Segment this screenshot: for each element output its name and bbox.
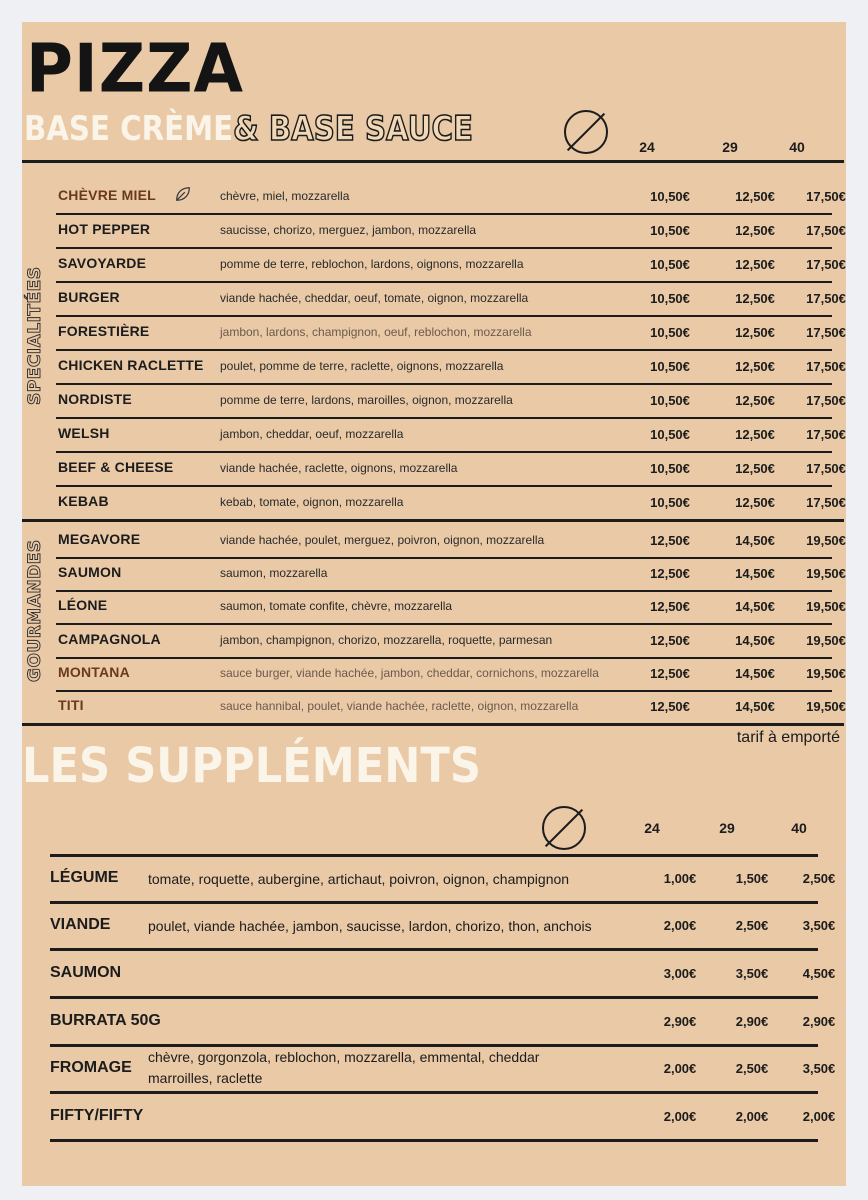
supplement-price-size-29: 2,50€ [735, 1061, 769, 1076]
price-size-40: 17,50€ [806, 393, 846, 408]
supplement-row [22, 998, 846, 1044]
pizza-name: CHÈVRE MIEL [58, 187, 156, 203]
supplement-price-size-24: 3,00€ [663, 966, 697, 981]
price-size-24: 10,50€ [650, 189, 690, 204]
pizza-name: SAVOYARDE [58, 255, 147, 271]
supplement-name: SAUMON [50, 964, 122, 981]
supplement-price-size-40: 2,00€ [802, 1109, 836, 1124]
pizza-name: NORDISTE [58, 391, 132, 407]
pizza-name: WELSH [58, 425, 110, 441]
price-size-40: 17,50€ [806, 325, 846, 340]
supplement-price-size-24: 2,00€ [663, 918, 697, 933]
pizza-row [22, 657, 846, 691]
supp-size-header-29: 29 [719, 820, 735, 836]
price-size-29: 12,50€ [735, 223, 775, 238]
price-size-24: 10,50€ [650, 325, 690, 340]
pizza-row [22, 590, 846, 624]
pizza-row [22, 180, 846, 214]
diameter-icon [542, 806, 586, 850]
price-size-24: 10,50€ [650, 223, 690, 238]
pizza-row [22, 524, 846, 558]
supplement-name: FROMAGE [50, 1059, 132, 1076]
pizza-row [22, 316, 846, 350]
pizza-name: KEBAB [58, 493, 109, 509]
price-size-24: 12,50€ [650, 599, 690, 614]
tarif-note: tarif à emporté [736, 729, 840, 746]
pizza-row [22, 350, 846, 384]
pizza-row [22, 690, 846, 724]
supp-size-header-24: 24 [644, 820, 660, 836]
supplements-title: LES SUPPLÉMENTS [22, 738, 481, 794]
price-size-24: 10,50€ [650, 495, 690, 510]
pizza-name: FORESTIÈRE [58, 323, 150, 339]
leaf-icon [174, 185, 192, 203]
pizza-name: BURGER [58, 289, 120, 305]
supp-size-header-40: 40 [791, 820, 807, 836]
pizza-ingredients: pomme de terre, lardons, maroilles, oignon, mozzarella [220, 393, 513, 407]
price-size-24: 12,50€ [650, 666, 690, 681]
pizza-ingredients: viande hachée, poulet, merguez, poivron, oignon, mozzarella [220, 533, 545, 547]
size-header-29: 29 [722, 139, 738, 155]
pizza-row [22, 214, 846, 248]
price-size-24: 10,50€ [650, 257, 690, 272]
price-size-24: 10,50€ [650, 427, 690, 442]
price-size-24: 12,50€ [650, 566, 690, 581]
pizza-ingredients: pomme de terre, reblochon, lardons, oignons, mozzarella [220, 257, 524, 271]
header-rule [22, 160, 844, 163]
supplement-row [22, 950, 846, 996]
supplement-description [148, 1047, 539, 1089]
supplement-price-size-29: 3,50€ [735, 966, 769, 981]
supplement-row [22, 1093, 846, 1139]
pizza-ingredients: saumon, tomate confite, chèvre, mozzarella [220, 599, 453, 613]
price-size-24: 10,50€ [650, 359, 690, 374]
price-size-40: 19,50€ [806, 666, 846, 681]
pizza-row [22, 557, 846, 591]
supplement-name: VIANDE [50, 916, 111, 933]
pizza-name: TITI [58, 697, 84, 713]
supplement-price-size-24: 1,00€ [663, 871, 697, 886]
price-size-40: 17,50€ [806, 257, 846, 272]
price-size-24: 10,50€ [650, 393, 690, 408]
price-size-24: 10,50€ [650, 291, 690, 306]
price-size-29: 14,50€ [735, 533, 775, 548]
supplement-name: FIFTY/FIFTY [50, 1107, 144, 1124]
price-size-24: 12,50€ [650, 533, 690, 548]
price-size-29: 12,50€ [735, 257, 775, 272]
pizza-ingredients: viande hachée, cheddar, oeuf, tomate, oignon, mozzarella [220, 291, 529, 305]
diameter-icon [564, 110, 608, 154]
supplement-description [148, 916, 592, 937]
section-divider [22, 723, 844, 726]
pizza-name: MONTANA [58, 664, 130, 680]
price-size-40: 17,50€ [806, 359, 846, 374]
price-size-29: 14,50€ [735, 599, 775, 614]
supplement-price-size-29: 2,50€ [735, 918, 769, 933]
price-size-29: 14,50€ [735, 566, 775, 581]
price-size-29: 12,50€ [735, 359, 775, 374]
supplement-name: BURRATA 50G [50, 1012, 161, 1029]
supplement-description-line: poulet, viande hachée, jambon, saucisse, lardon, chorizo, thon, anchois [148, 918, 592, 934]
price-size-40: 17,50€ [806, 495, 846, 510]
price-size-24: 12,50€ [650, 633, 690, 648]
price-size-40: 19,50€ [806, 633, 846, 648]
price-size-40: 19,50€ [806, 566, 846, 581]
price-size-29: 12,50€ [735, 427, 775, 442]
pizza-ingredients: jambon, cheddar, oeuf, mozzarella [220, 427, 404, 441]
price-size-29: 14,50€ [735, 633, 775, 648]
price-size-29: 14,50€ [735, 666, 775, 681]
pizza-ingredients: jambon, champignon, chorizo, mozzarella, roquette, parmesan [220, 633, 553, 647]
pizza-row [22, 486, 846, 520]
price-size-40: 17,50€ [806, 189, 846, 204]
price-size-40: 19,50€ [806, 599, 846, 614]
supplement-name: LÉGUME [50, 869, 119, 886]
pizza-name: BEEF & CHEESE [58, 459, 174, 475]
supplement-price-size-29: 1,50€ [735, 871, 769, 886]
price-size-40: 17,50€ [806, 223, 846, 238]
supplement-price-size-40: 3,50€ [802, 1061, 836, 1076]
pizza-ingredients: sauce hannibal, poulet, viande hachée, raclette, oignon, mozzarella [220, 699, 579, 713]
price-size-40: 19,50€ [806, 699, 846, 714]
supplement-price-size-29: 2,90€ [735, 1014, 769, 1029]
supplement-divider [50, 1139, 818, 1142]
supplement-row [22, 902, 846, 948]
section-label-gourmandes: GOURMANDES [25, 539, 45, 682]
supplement-price-size-40: 2,50€ [802, 871, 836, 886]
subtitle-base-creme: BASE CRÈME [24, 109, 234, 149]
section-label-specialites: SPECIALITÉES [25, 266, 45, 405]
pizza-row [22, 418, 846, 452]
pizza-ingredients: saucisse, chorizo, merguez, jambon, mozzarella [220, 223, 477, 237]
pizza-name: CHICKEN RACLETTE [58, 357, 204, 373]
price-size-40: 17,50€ [806, 461, 846, 476]
pizza-ingredients: poulet, pomme de terre, raclette, oignons, mozzarella [220, 359, 504, 373]
price-size-29: 14,50€ [735, 699, 775, 714]
supplement-row [22, 855, 846, 901]
supplement-description-line: tomate, roquette, aubergine, artichaut, poivron, oignon, champignon [148, 871, 570, 887]
price-size-29: 12,50€ [735, 325, 775, 340]
pizza-name: HOT PEPPER [58, 221, 151, 237]
pizza-name: SAUMON [58, 564, 122, 580]
supplement-price-size-24: 2,90€ [663, 1014, 697, 1029]
supplement-price-size-40: 2,90€ [802, 1014, 836, 1029]
supplement-price-size-40: 3,50€ [802, 918, 836, 933]
menu-subtitle [24, 109, 473, 149]
pizza-name: CAMPAGNOLA [58, 631, 161, 647]
section-divider [22, 519, 844, 522]
pizza-ingredients: chèvre, miel, mozzarella [220, 189, 350, 203]
supplement-price-size-29: 2,00€ [735, 1109, 769, 1124]
subtitle-base-sauce: & BASE SAUCE [233, 109, 473, 149]
pizza-ingredients: saumon, mozzarella [220, 566, 328, 580]
pizza-name: MEGAVORE [58, 531, 141, 547]
price-size-24: 10,50€ [650, 461, 690, 476]
pizza-ingredients: sauce burger, viande hachée, jambon, cheddar, cornichons, mozzarella [220, 666, 599, 680]
price-size-29: 12,50€ [735, 189, 775, 204]
pizza-row [22, 452, 846, 486]
pizza-row [22, 384, 846, 418]
size-header-40: 40 [789, 139, 805, 155]
price-size-29: 12,50€ [735, 291, 775, 306]
supplement-description-line: marroilles, raclette [148, 1070, 263, 1086]
price-size-29: 12,50€ [735, 393, 775, 408]
pizza-ingredients: jambon, lardons, champignon, oeuf, reblochon, mozzarella [220, 325, 532, 339]
price-size-40: 17,50€ [806, 427, 846, 442]
price-size-40: 17,50€ [806, 291, 846, 306]
price-size-40: 19,50€ [806, 533, 846, 548]
size-header-24: 24 [639, 139, 655, 155]
page-title: PIZZA [26, 30, 245, 109]
supplement-description-line: chèvre, gorgonzola, reblochon, mozzarella, emmental, cheddar [148, 1049, 540, 1065]
pizza-name: LÉONE [58, 597, 108, 613]
supplement-price-size-24: 2,00€ [663, 1109, 697, 1124]
supplement-row [22, 1045, 846, 1091]
pizza-row [22, 248, 846, 282]
price-size-29: 12,50€ [735, 461, 775, 476]
supplement-price-size-24: 2,00€ [663, 1061, 697, 1076]
pizza-row [22, 624, 846, 658]
pizza-ingredients: viande hachée, raclette, oignons, mozzarella [220, 461, 458, 475]
price-size-24: 12,50€ [650, 699, 690, 714]
pizza-row [22, 282, 846, 316]
price-size-29: 12,50€ [735, 495, 775, 510]
pizza-ingredients: kebab, tomate, oignon, mozzarella [220, 495, 404, 509]
supplement-description [148, 869, 569, 890]
supplement-price-size-40: 4,50€ [802, 966, 836, 981]
